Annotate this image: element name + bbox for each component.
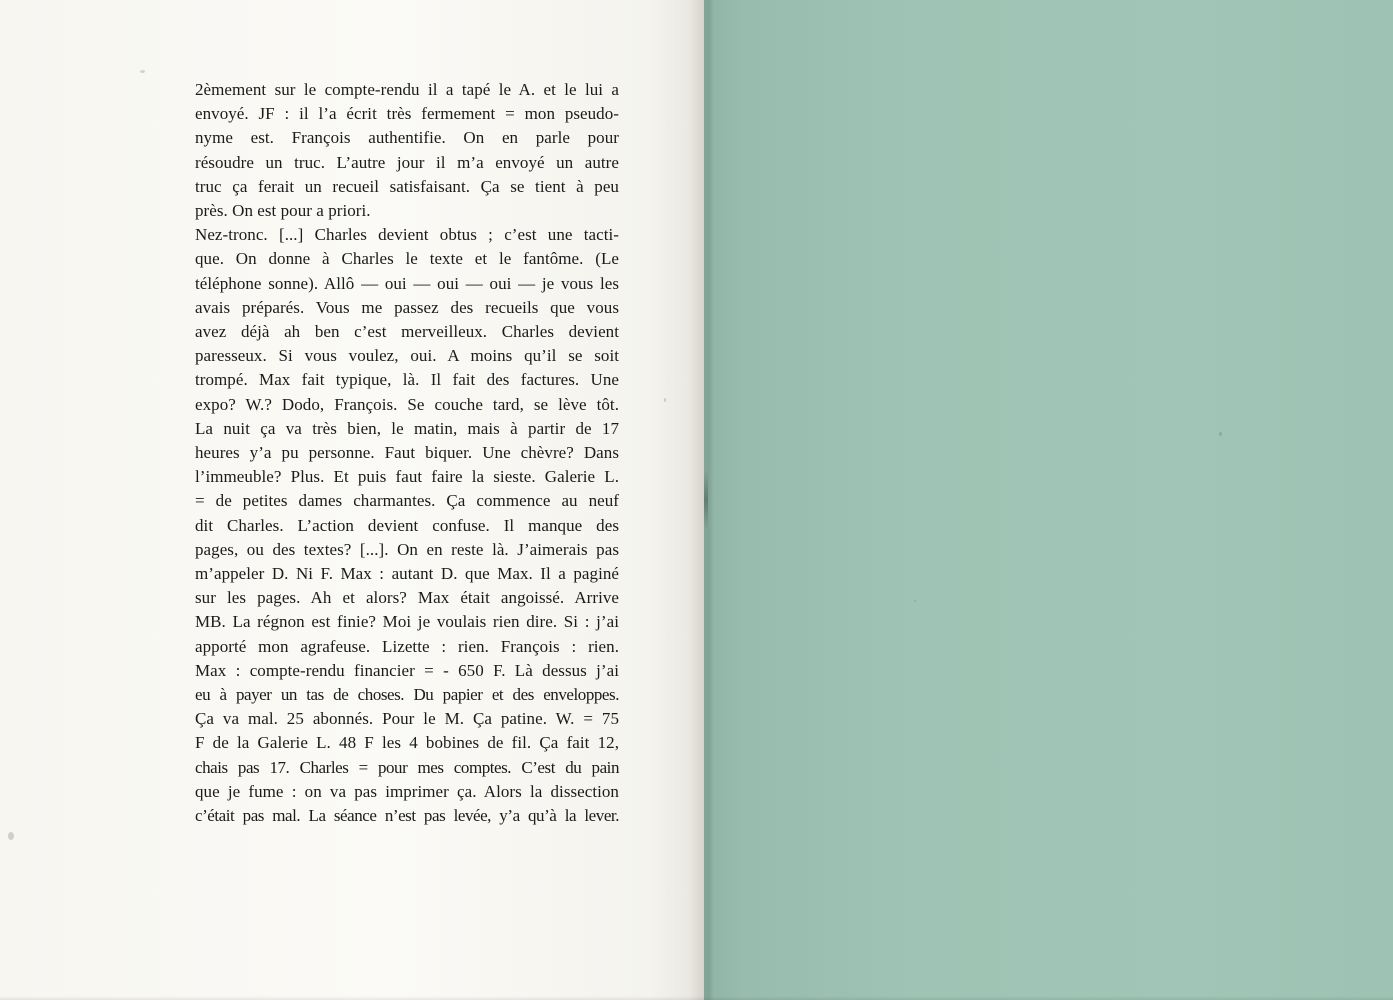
text-line: MB. La régnon est finie? Moi je voulais rien dire. Si : j’ai (195, 612, 619, 632)
text-line: truc ça ferait un recueil satisfaisant. Ça se tient à peu (195, 176, 619, 196)
text-line: chais pas 17. Charles = pour mes comptes. C’est du pain (195, 757, 619, 777)
paper-speck (914, 600, 916, 602)
right-page (704, 0, 1393, 1000)
text-line: près. On est pour a priori. (195, 201, 371, 221)
text-line: expo? W.? Dodo, François. Se couche tard, se lève tôt. (195, 394, 619, 414)
text-line: 2èmement sur le compte-rendu il a tapé le A. et le lui a (195, 80, 619, 99)
text-line: eu à payer un tas de choses. Du papier et des enveloppes. (195, 685, 619, 705)
text-line: trompé. Max fait typique, là. Il fait des factures. Une (195, 370, 619, 390)
text-line: m’appeler D. Ni F. Max : autant D. que Max. Il a paginé (195, 564, 619, 584)
text-line: Max : compte-rendu financier = - 650 F. Là dessus j’ai (195, 660, 619, 680)
text-line: envoyé. JF : il l’a écrit très fermement = mon pseudo- (195, 104, 619, 124)
text-line: = de petites dames charmantes. Ça commence au neuf (195, 491, 619, 511)
text-line: sur les pages. Ah et alors? Max était angoissé. Arrive (195, 588, 619, 608)
text-line: l’immeuble? Plus. Et puis faut faire la sieste. Galerie L. (195, 467, 619, 487)
text-line: F de la Galerie L. 48 F les 4 bobines de fil. Ça fait 12, (195, 733, 619, 753)
text-line: avais préparés. Vous me passez des recueils que vous (195, 297, 619, 317)
text-line: que. On donne à Charles le texte et le fantôme. (Le (195, 249, 619, 269)
text-line: paresseux. Si vous voulez, oui. A moins qu’il se soit (195, 346, 619, 366)
text-line: apporté mon agrafeuse. Lizette : rien. François : rien. (195, 636, 619, 656)
paper-speck (1219, 432, 1222, 436)
page-bottom-edge (0, 996, 1393, 1000)
text-line: résoudre un truc. L’autre jour il m’a envoyé un autre (195, 152, 619, 172)
text-line: que je fume : on va pas imprimer ça. Alors la dissection (195, 781, 619, 801)
text-line: téléphone sonne). Allô — oui — oui — oui — je vous les (195, 273, 619, 293)
text-line: c’était pas mal. La séance n’est pas levée, y’a qu’à la lever. (195, 806, 619, 826)
gutter-crease (704, 470, 708, 530)
text-line: La nuit ça va très bien, le matin, mais à partir de 17 (195, 418, 619, 438)
text-line: Ça va mal. 25 abonnés. Pour le M. Ça patine. W. = 75 (195, 709, 619, 729)
text-line: nyme est. François authentifie. On en parle pour (195, 128, 619, 148)
paper-speck (140, 70, 145, 73)
text-line: dit Charles. L’action devient confuse. Il manque des (195, 515, 619, 535)
text-line: avez déjà ah ben c’est merveilleux. Charles devient (195, 322, 619, 342)
paper-speck (664, 398, 666, 402)
text-line: heures y’a pu personne. Faut biquer. Une chèvre? Dans (195, 443, 619, 463)
text-line: pages, ou des textes? [...]. On en reste là. J’aimerais pas (195, 539, 619, 559)
body-text (195, 78, 619, 828)
text-line: Nez-tronc. [...] Charles devient obtus ; c’est une tacti- (195, 225, 619, 245)
paper-speck (8, 832, 14, 840)
